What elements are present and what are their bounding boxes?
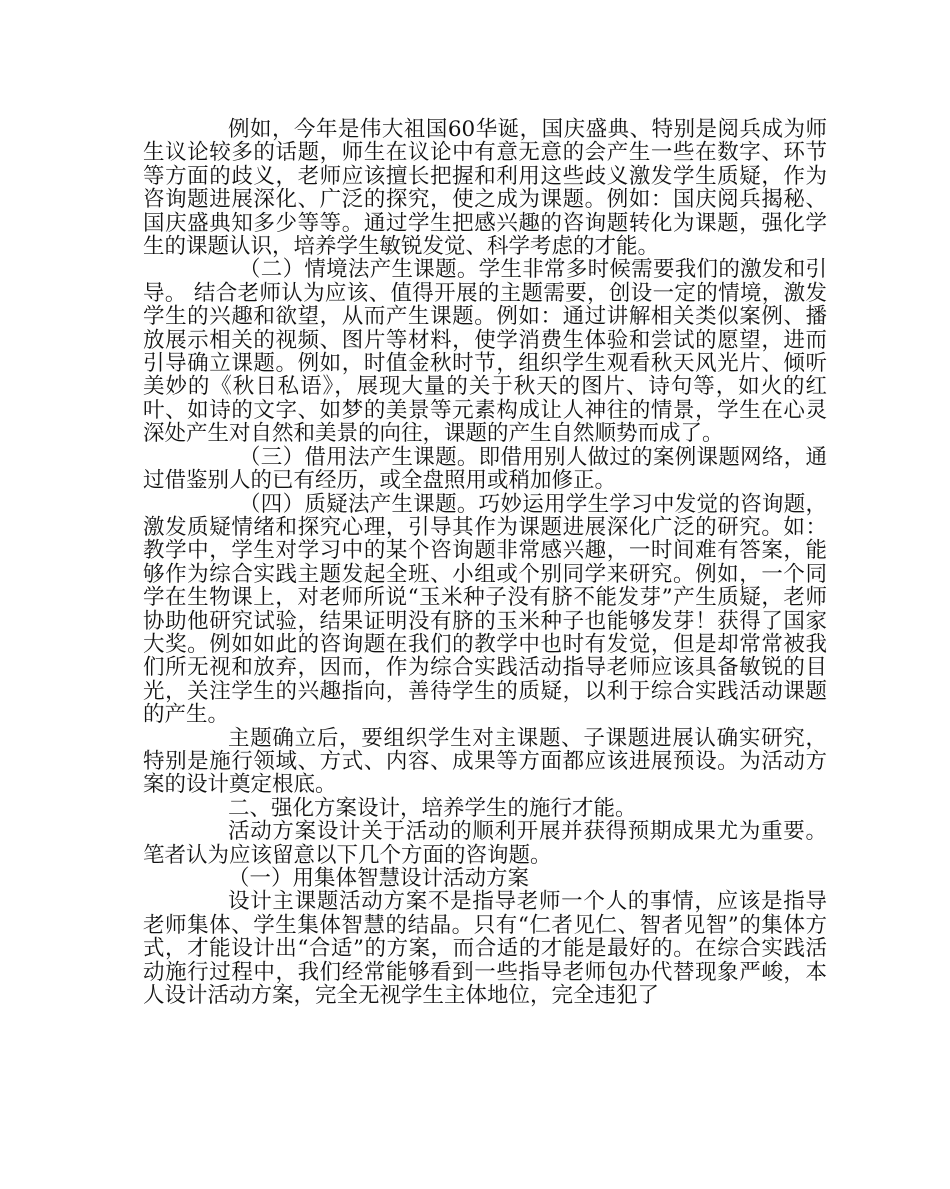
paragraph-topic-confirmed: 主题确立后，要组织学生对主课题、子课题进展认确实研究，特别是施行领域、方式、内容、成果等方面都应该进展预设。为活动方案的设计奠定根底。 <box>143 725 827 798</box>
paragraph-plan-importance: 活动方案设计关于活动的顺利开展并获得预期成果尤为重要。笔者认为应该留意以下几个方面的咨询题。 <box>143 819 827 868</box>
paragraph-national-day-example: 例如，今年是伟大祖国60华诞，国庆盛典、特别是阅兵成为师生议论较多的话题，师生在议论中有意无意的会产生一些在数字、环节等方面的歧义，老师应该擅长把握和利用这些歧义激发学生质疑，作为咨询题进展深化、广泛的探究，使之成为课题。例如：国庆阅兵揭秘、国庆盛典知多少等等。通过学生把感兴趣的咨询题转化为课题，强化学生的课题认识，培养学生敏锐发觉、科学考虑的才能。 <box>143 117 827 260</box>
paragraph-borrowing-method: （三）借用法产生课题。即借用别人做过的案例课题网络，通过借鉴别人的已有经历，或全盘照用或稍加修正。 <box>143 444 827 494</box>
paragraph-collective-design: 设计主课题活动方案不是指导老师一个人的事情，应该是指导老师集体、学生集体智慧的结晶。只有“仁者见仁、智者见智”的集体方式，才能设计出“合适”的方案，而合适的才能是最好的。在综合实践活动施行过程中，我们经常能够看到一些指导老师包办代替现象严峻，本人设计活动方案，完全无视学生主体地位，完全违犯了 <box>143 889 827 1009</box>
paragraph-questioning-method: （四）质疑法产生课题。巧妙运用学生学习中发觉的咨询题，激发质疑情绪和探究心理，引导其作为课题进展深化广泛的研究。如：教学中，学生对学习中的某个咨询题非常感兴趣，一时间难有答案，能够作为综合实践主题发起全班、小组或个别同学来研究。例如，一个同学在生物课上，对老师所说“玉米种子没有脐不能发芽”产生质疑，老师协助他研究试验，结果证明没有脐的玉米种子也能够发芽！获得了国家大奖。例如如此的咨询题在我们的教学中也时有发觉，但是却常常被我们所无视和放弃，因而，作为综合实践活动指导老师应该具备敏锐的目光，关注学生的兴趣指向，善待学生的质疑，以利于综合实践活动课题的产生。 <box>143 491 827 728</box>
body-text <box>143 118 827 1007</box>
section-heading-plan-design: 二、强化方案设计，培养学生的施行才能。 <box>228 795 637 821</box>
subheading-collective-wisdom: （一）用集体智慧设计活动方案 <box>228 866 530 891</box>
paragraph-situation-method: （二）情境法产生课题。学生非常多时候需要我们的激发和引导。 结合老师认为应该、值得开展的主题需要，创设一定的情境，激发学生的兴趣和欲望，从而产生课题。例如：通过讲解相关类似案例、播放展示相关的视频、图片等材料，使学消费生体验和尝试的愿望，进而引导确立课题。例如，时值金秋时节，组织学生观看秋天风光片、倾听美妙的《秋日私语》，展现大量的关于秋天的图片、诗句等，如火的红叶、如诗的文字、如梦的美景等元素构成让人神往的情景，学生在心灵深处产生对自然和美景的向往，课题的产生自然顺势而成了。 <box>143 257 827 447</box>
